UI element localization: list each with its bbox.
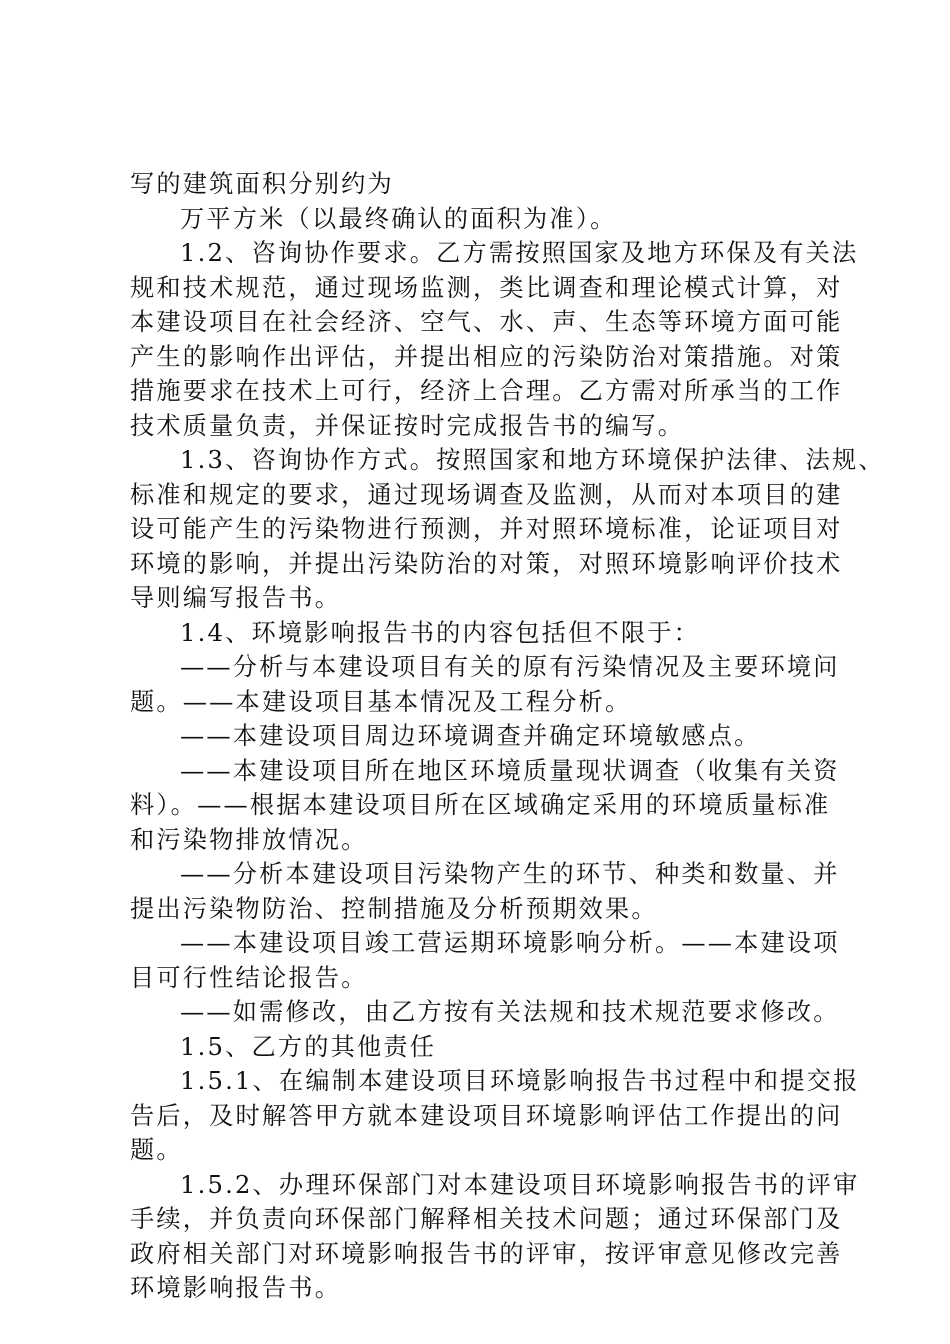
text-line: 题。 — [130, 1136, 183, 1164]
text-line: 料）。——根据本建设项目所在区域确定采用的环境质量标准 — [130, 791, 831, 819]
text-line: 产生的影响作出评估，并提出相应的污染防治对策措施。对策 — [130, 342, 843, 371]
document-body — [130, 167, 885, 1306]
text-line: 措施要求在技术上可行，经济上合理。乙方需对所承当的工作 — [130, 377, 843, 405]
text-line: 写的建筑面积分别约为 — [130, 170, 394, 198]
text-line: 1.5.1、在编制本建设项目环境影响报告书过程中和提交报 — [180, 1067, 860, 1095]
text-line: ——如需修改，由乙方按有关法规和技术规范要求修改。 — [180, 998, 840, 1026]
text-line: ——本建设项目周边环境调查并确定环境敏感点。 — [180, 722, 761, 750]
text-line: 万平方米（以最终确认的面积为准）。 — [180, 204, 617, 233]
text-line: 手续，并负责向环保部门解释相关技术问题；通过环保部门及 — [130, 1205, 843, 1233]
text-line: 1.5、乙方的其他责任 — [180, 1032, 437, 1061]
text-line: 规和技术规范，通过现场监测，类比调查和理论模式计算，对 — [130, 273, 843, 302]
text-line: 告后，及时解答甲方就本建设项目环境影响评估工作提出的问 — [130, 1101, 843, 1130]
text-line: ——本建设项目所在地区环境质量现状调查（收集有关资 — [180, 756, 840, 785]
text-line: 环境的影响，并提出污染防治的对策，对照环境影响评价技术 — [130, 549, 843, 578]
text-line: 和污染物排放情况。 — [130, 825, 368, 854]
text-line: 题。——本建设项目基本情况及工程分析。 — [130, 687, 632, 716]
text-line: ——分析与本建设项目有关的原有污染情况及主要环境问 — [180, 653, 840, 681]
text-line: 设可能产生的污染物进行预测，并对照环境标准，论证项目对 — [130, 515, 843, 543]
text-line: ——本建设项目竣工营运期环境影响分析。——本建设项 — [180, 929, 840, 957]
text-line: ——分析本建设项目污染物产生的环节、种类和数量、并 — [180, 860, 840, 888]
text-line: 提出污染物防治、控制措施及分析预期效果。 — [130, 894, 658, 923]
text-line: 本建设项目在社会经济、空气、水、声、生态等环境方面可能 — [130, 308, 843, 336]
text-line: 1.3、咨询协作方式。按照国家和地方环境保护法律、法规、 — [180, 446, 885, 474]
text-line: 1.5.2、办理环保部门对本建设项目环境影响报告书的评审 — [180, 1170, 860, 1199]
text-line: 1.4、环境影响报告书的内容包括但不限于： — [180, 618, 701, 647]
text-line: 技术质量负责，并保证按时完成报告书的编写。 — [130, 411, 685, 440]
text-line: 目可行性结论报告。 — [130, 963, 368, 992]
text-line: 导则编写报告书。 — [130, 584, 342, 612]
text-line: 政府相关部门对环境影响报告书的评审，按评审意见修改完善 — [130, 1239, 843, 1268]
text-line: 标准和规定的要求，通过现场调查及监测，从而对本项目的建 — [130, 480, 843, 509]
text-line: 环境影响报告书。 — [130, 1274, 342, 1302]
text-line: 1.2、咨询协作要求。乙方需按照国家及地方环保及有关法 — [180, 239, 859, 267]
